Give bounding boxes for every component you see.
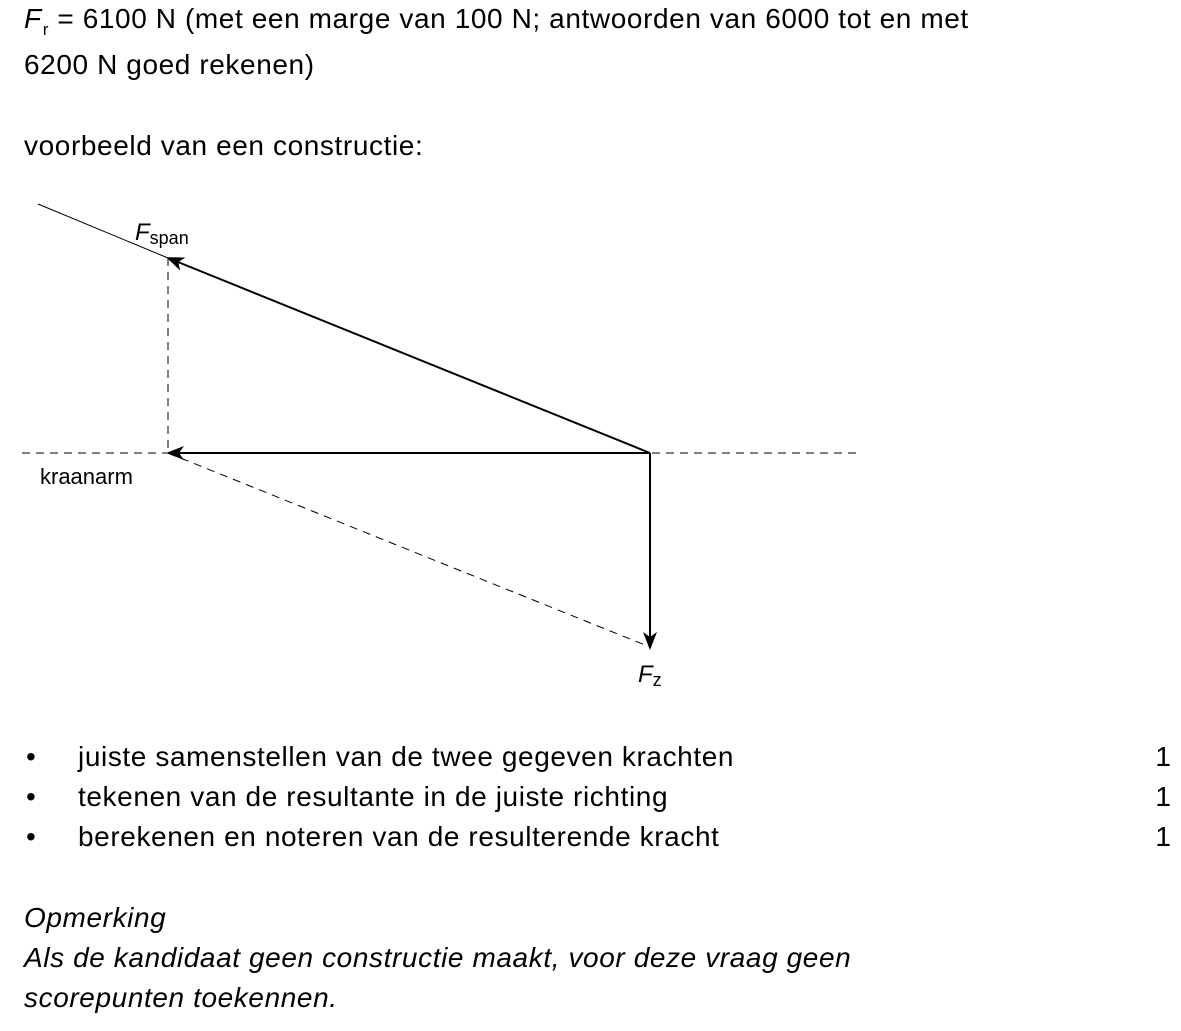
answer-line-1-text: = 6100 N (met een marge van 100 N; antwoorden van 6000 tot en met: [48, 3, 969, 34]
diagonal-dashed-line: [168, 453, 650, 647]
criterion-text: juiste samenstellen van de twee gegeven krachten: [78, 741, 735, 772]
bullet: •: [26, 821, 36, 852]
criterion-points: 1: [1155, 781, 1171, 812]
answer-symbol: F: [24, 3, 42, 34]
fz-label: Fz: [638, 661, 662, 690]
remark-line-2: scorepunten toekennen.: [24, 982, 338, 1013]
force-construction-diagram: [0, 190, 900, 700]
answer-line-1: [24, 2, 969, 40]
answer-line-2: 6200 N goed rekenen): [24, 49, 315, 80]
example-heading: voorbeeld van een constructie:: [24, 130, 424, 161]
criterion-points: 1: [1155, 821, 1171, 852]
remark-line-1: Als de kandidaat geen constructie maakt, voor deze vraag geen: [24, 942, 852, 973]
criterion-text: berekenen en noteren van de resulterende kracht: [78, 821, 720, 852]
criterion-points: 1: [1155, 741, 1171, 772]
fspan-arrow: [168, 258, 650, 453]
fspan-label: Fspan: [135, 219, 189, 248]
remark-title: Opmerking: [24, 902, 167, 933]
answer-subscript: r: [42, 20, 49, 39]
bullet: •: [26, 741, 36, 772]
bullet: •: [26, 781, 36, 812]
kraanarm-label: kraanarm: [40, 464, 133, 489]
criterion-text: tekenen van de resultante in de juiste richting: [78, 781, 669, 812]
